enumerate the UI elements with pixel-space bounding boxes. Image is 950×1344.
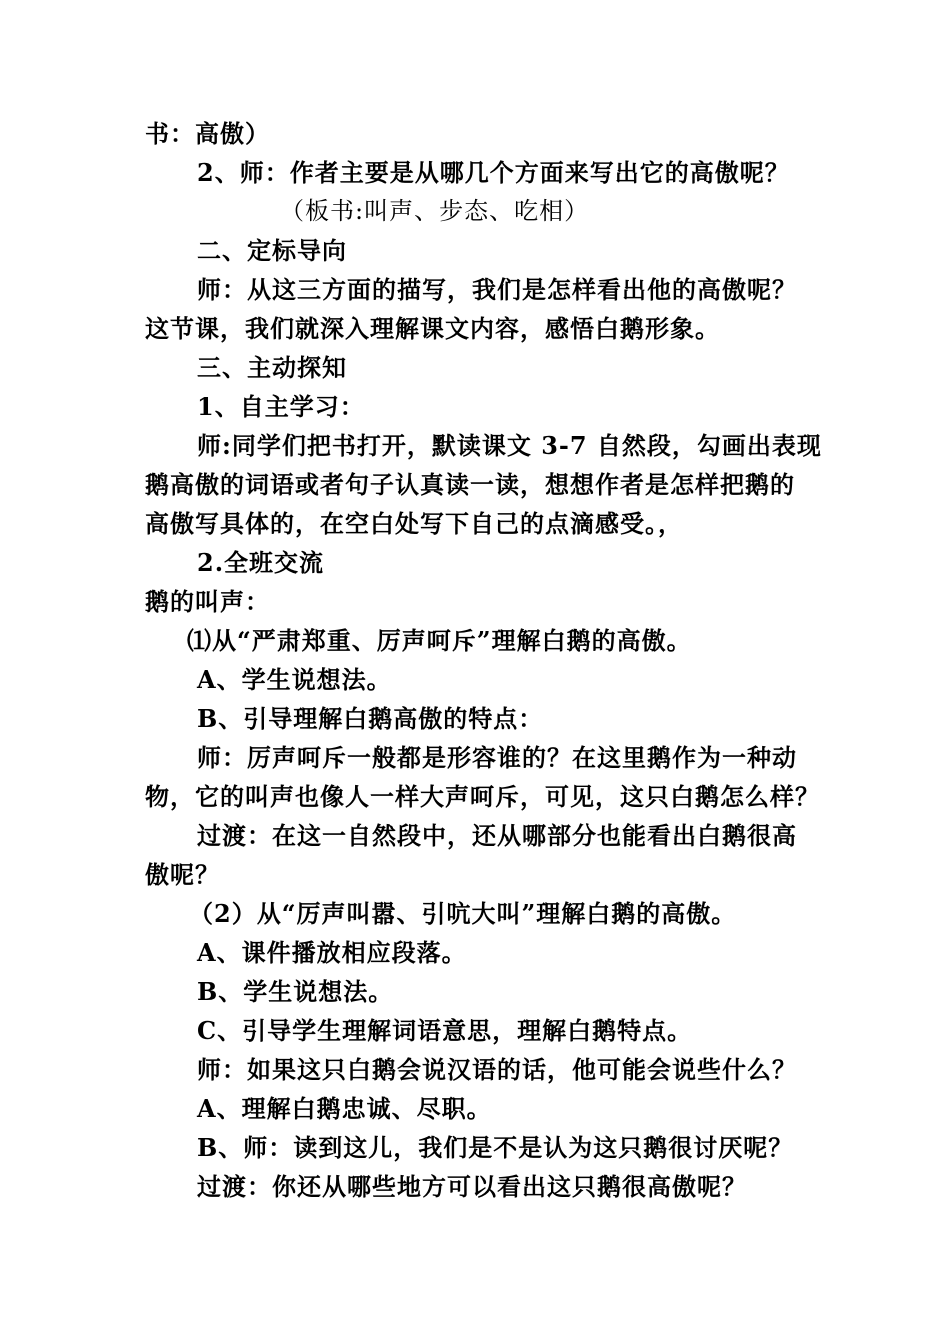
text-line: 书：高傲） — [145, 119, 270, 148]
text-line: 二、定标导向 — [197, 236, 347, 265]
text-line: 三、主动探知 — [197, 353, 347, 382]
text-line: C、引导学生理解词语意思，理解白鹅特点。 — [197, 1016, 693, 1045]
text-line: 鹅的叫声： — [145, 587, 270, 616]
text-line: 师：厉声呵斥一般都是形容谁的？在这里鹅作为一种动 — [197, 743, 797, 772]
text-line: 1、自主学习： — [197, 392, 365, 421]
text-line: A、理解白鹅忠诚、尽职。 — [197, 1094, 492, 1123]
text-line: ⑴从“严肃郑重、厉声呵斥”理解白鹅的高傲。 — [187, 626, 692, 655]
text-line: 师:同学们把书打开，默读课文 3-7 自然段，勾画出表现 — [197, 431, 822, 460]
text-line: 过渡：在这一自然段中，还从哪部分也能看出白鹅很高 — [197, 821, 797, 850]
text-line: 傲呢？ — [145, 860, 220, 889]
document-body — [145, 114, 825, 1206]
text-line: A、学生说想法。 — [197, 665, 392, 694]
text-line: 物，它的叫声也像人一样大声呵斥，可见，这只白鹅怎么样？ — [145, 782, 820, 811]
text-line: 高傲写具体的，在空白处写下自己的点滴感受。， — [145, 509, 683, 538]
text-line: 师：如果这只白鹅会说汉语的话，他可能会说些什么？ — [197, 1055, 797, 1084]
text-line: 2、师：作者主要是从哪几个方面来写出它的高傲呢？ — [197, 158, 790, 187]
text-line: 2.全班交流 — [197, 548, 325, 577]
text-line: B、学生说想法。 — [197, 977, 394, 1006]
text-line: （板书:叫声、步态、吃相） — [280, 197, 590, 225]
text-line: 这节课，我们就深入理解课文内容，感悟白鹅形象。 — [145, 314, 720, 343]
text-line: 师：从这三方面的描写，我们是怎样看出他的高傲呢？ — [197, 275, 797, 304]
text-line: （2）从“厉声叫嚣、引吭大叫”理解白鹅的高傲。 — [189, 899, 737, 928]
text-line: 鹅高傲的词语或者句子认真读一读，想想作者是怎样把鹅的 — [145, 470, 795, 499]
text-line: A、课件播放相应段落。 — [197, 938, 467, 967]
text-line: B、师：读到这儿，我们是不是认为这只鹅很讨厌呢？ — [197, 1133, 794, 1162]
text-line: 过渡：你还从哪些地方可以看出这只鹅很高傲呢？ — [197, 1172, 747, 1201]
text-line: B、引导理解白鹅高傲的特点： — [197, 704, 544, 733]
